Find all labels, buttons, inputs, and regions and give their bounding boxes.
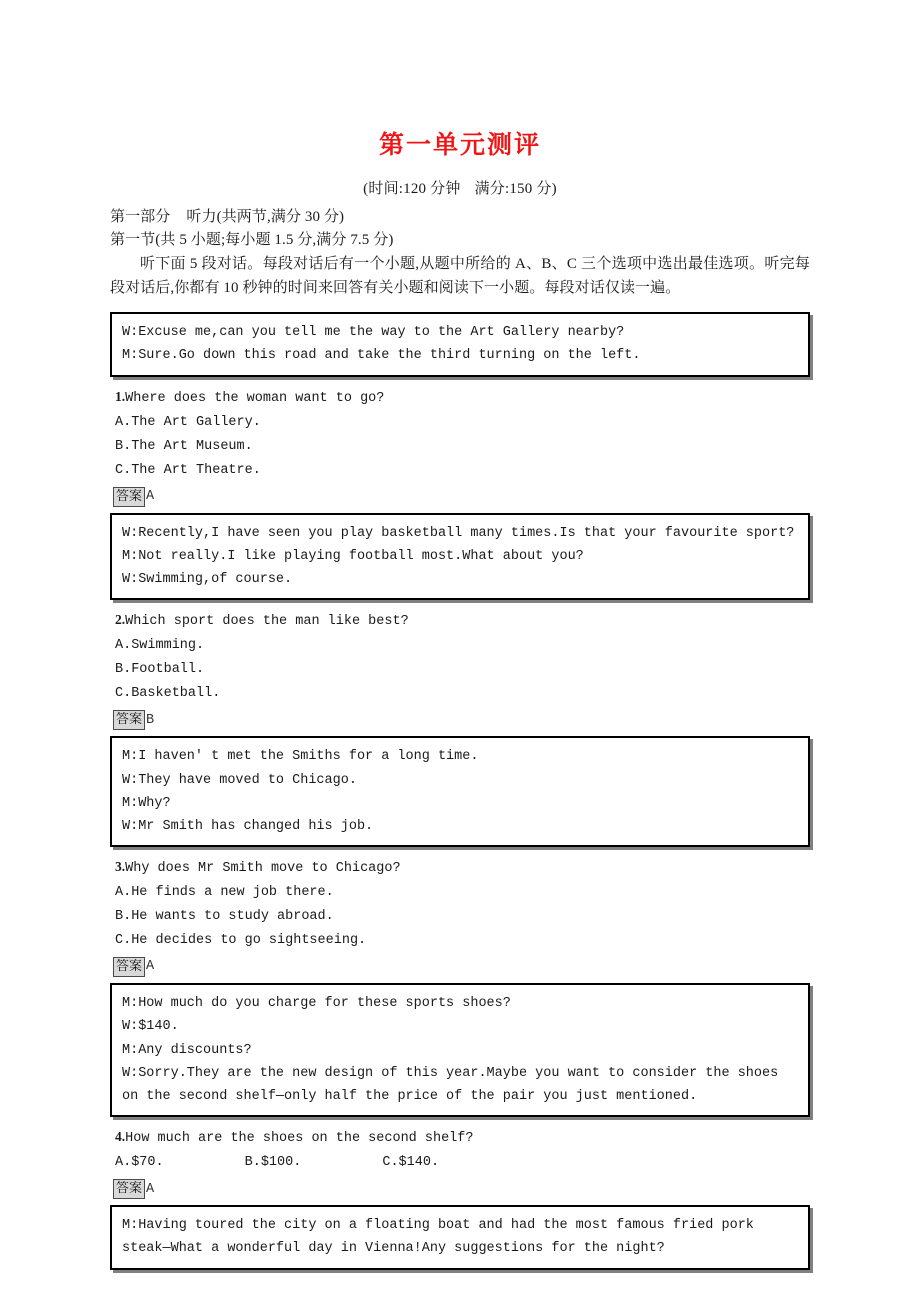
question-number: 3. <box>115 859 126 875</box>
exam-items <box>110 312 810 1269</box>
question-stem <box>115 1125 810 1151</box>
dialogue-line: M:I haven' t met the Smiths for a long time. <box>122 749 479 765</box>
subsection-heading: 第一节(共 5 小题;每小题 1.5 分,满分 7.5 分) <box>110 231 394 248</box>
option-line[interactable]: B.He wants to study abroad. <box>115 909 334 925</box>
option-line[interactable]: A.The Art Gallery. <box>115 414 261 430</box>
dialogue-line: W:Sorry.They are the new design of this year.Maybe you want to consider the shoes on the second shelf—only half the price of the pair you just mentioned. <box>122 1065 787 1105</box>
answer-label: 答案 <box>113 487 145 507</box>
option-line[interactable]: A.$70. B.$100. C.$140. <box>115 1155 440 1171</box>
dialogue-line: W:Swimming,of course. <box>122 572 293 588</box>
dialogue-line: W:Mr Smith has changed his job. <box>122 818 374 834</box>
question-text: How much are the shoes on the second shelf? <box>125 1131 474 1147</box>
page-title: 第一单元测评 <box>378 131 541 159</box>
question-block <box>110 608 810 706</box>
question-text: Which sport does the man like best? <box>125 614 409 630</box>
dialogue-box <box>110 983 810 1117</box>
dialogue-line: W:Recently,I have seen you play basketball many times.Is that your favourite sport? <box>122 525 795 541</box>
option-line[interactable]: B.Football. <box>115 662 205 678</box>
exam-time: (时间:120 分钟 <box>363 181 461 197</box>
answer-label: 答案 <box>113 710 145 730</box>
option-line[interactable]: C.Basketball. <box>115 686 221 702</box>
dialogue-line: W:$140. <box>122 1019 179 1035</box>
part-name: 听力(共两节,满分 30 分) <box>186 209 345 225</box>
answer-value: B <box>146 712 155 728</box>
question-number: 1. <box>115 388 126 404</box>
answer-label: 答案 <box>113 1179 145 1199</box>
dialogue-box <box>110 513 810 601</box>
dialogue-box <box>110 736 810 847</box>
exam-meta <box>110 177 810 198</box>
question-block <box>110 385 810 483</box>
option-line[interactable]: C.The Art Theatre. <box>115 462 261 478</box>
question-text: Why does Mr Smith move to Chicago? <box>125 861 401 877</box>
answer-row <box>110 487 810 507</box>
option-line[interactable]: A.He finds a new job there. <box>115 885 334 901</box>
dialogue-line: W:They have moved to Chicago. <box>122 772 357 788</box>
question-text: Where does the woman want to go? <box>125 390 385 406</box>
dialogue-box <box>110 312 810 376</box>
listening-instructions: 听下面 5 段对话。每段对话后有一个小题,从题中所给的 A、B、C 三个选项中选出最佳选项。听完每段对话后,你都有 10 秒钟的时间来回答有关小题和阅读下一小题。每段对话仅读一遍。 <box>110 255 810 296</box>
dialogue-line: M:Any discounts? <box>122 1042 252 1058</box>
dialogue-box <box>110 1205 810 1269</box>
dialogue-line: M:How much do you charge for these sports shoes? <box>122 996 511 1012</box>
part-label: 第一部分 <box>110 209 171 225</box>
exam-score: 满分:150 分) <box>474 181 557 197</box>
dialogue-line: M:Sure.Go down this road and take the third turning on the left. <box>122 348 641 364</box>
answer-row <box>110 957 810 977</box>
question-block <box>110 1125 810 1175</box>
answer-row <box>110 1179 810 1199</box>
option-line[interactable]: B.The Art Museum. <box>115 438 253 454</box>
question-number: 4. <box>115 1129 126 1145</box>
question-number: 2. <box>115 612 126 628</box>
dialogue-line: M:Having toured the city on a floating boat and had the most famous fried pork steak—What a wonderful day in Vienna!Any suggestions for the night? <box>122 1218 763 1257</box>
dialogue-line: M:Not really.I like playing football most.What about you? <box>122 548 584 564</box>
question-stem <box>115 855 810 881</box>
question-stem <box>115 385 810 411</box>
option-line[interactable]: C.He decides to go sightseeing. <box>115 933 367 949</box>
dialogue-line: W:Excuse me,can you tell me the way to the Art Gallery nearby? <box>122 325 625 341</box>
option-line[interactable]: A.Swimming. <box>115 638 205 654</box>
answer-value: A <box>146 959 155 975</box>
question-stem <box>115 608 810 634</box>
part-heading <box>110 206 810 229</box>
answer-row <box>110 710 810 730</box>
answer-label: 答案 <box>113 957 145 977</box>
question-block <box>110 855 810 953</box>
dialogue-line: M:Why? <box>122 795 171 811</box>
answer-value: A <box>146 488 155 504</box>
answer-value: A <box>146 1181 155 1197</box>
